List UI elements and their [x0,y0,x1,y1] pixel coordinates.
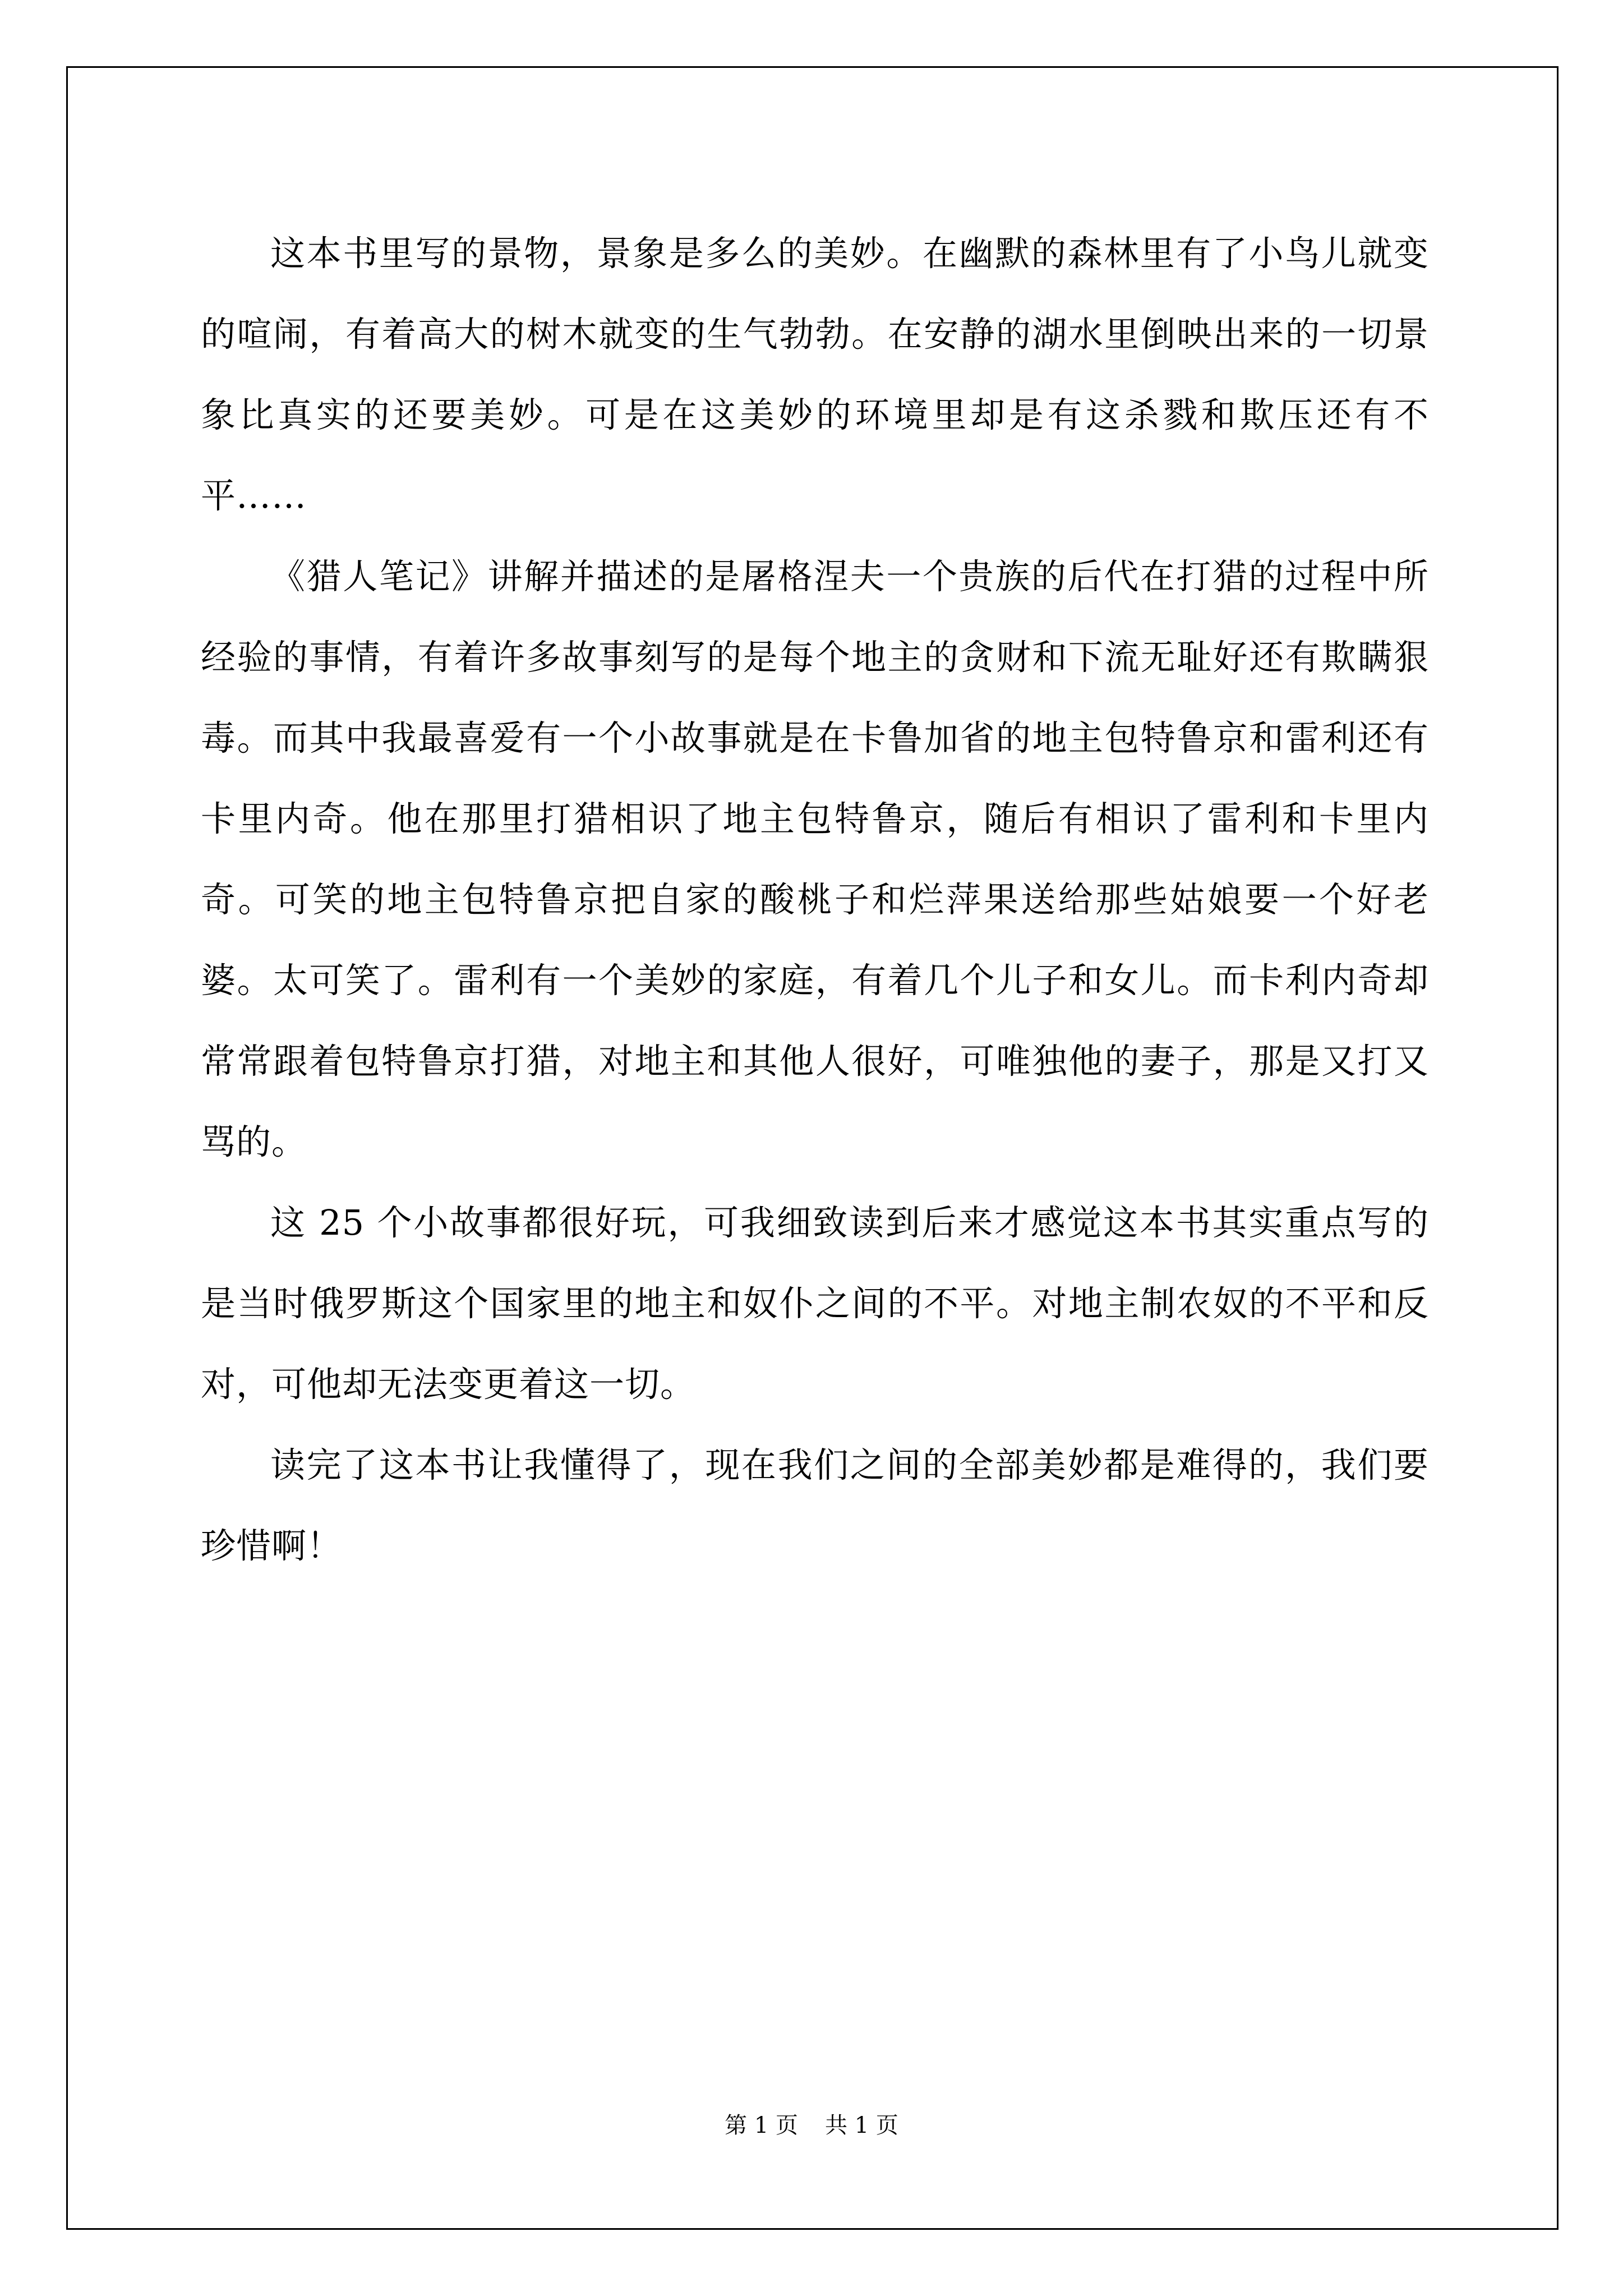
page-footer [0,2111,1623,2139]
paragraph-2: 《猎人笔记》讲解并描述的是屠格涅夫一个贵族的后代在打猎的过程中所经验的事情，有着许多故事刻写的是每个地主的贪财和下流无耻好还有欺瞒狠毒。而其中我最喜爱有一个小故事就是在卡鲁加省的地主包特鲁京和雷利还有卡里内奇。他在那里打猎相识了地主包特鲁京，随后有相识了雷利和卡里内奇。可笑的地主包特鲁京把自家的酸桃子和烂萍果送给那些姑娘要一个好老婆。太可笑了。雷利有一个美妙的家庭，有着几个儿子和女儿。而卡利内奇却常常跟着包特鲁京打猎，对地主和其他人很好，可唯独他的妻子，那是又打又骂的。 [201,556,1429,1162]
page-number: 第 1 页 [725,2113,798,2138]
document-body [201,213,1429,2087]
paragraph-1: 这本书里写的景物，景象是多么的美妙。在幽默的森林里有了小鸟儿就变的喧闹，有着高大的树木就变的生气勃勃。在安静的湖水里倒映出来的一切景象比真实的还要美妙。可是在这美妙的环境里却是有这杀戮和欺压还有不平…… [201,233,1429,516]
paragraph-4: 读完了这本书让我懂得了，现在我们之间的全部美妙都是难得的，我们要珍惜啊！ [201,1444,1429,1566]
paragraph-3: 这 25 个小故事都很好玩，可我细致读到后来才感觉这本书其实重点写的是当时俄罗斯这个国家里的地主和奴仆之间的不平。对地主制农奴的不平和反对，可他却无法变更着这一切。 [201,1202,1429,1405]
page-total: 共 1 页 [825,2113,898,2138]
